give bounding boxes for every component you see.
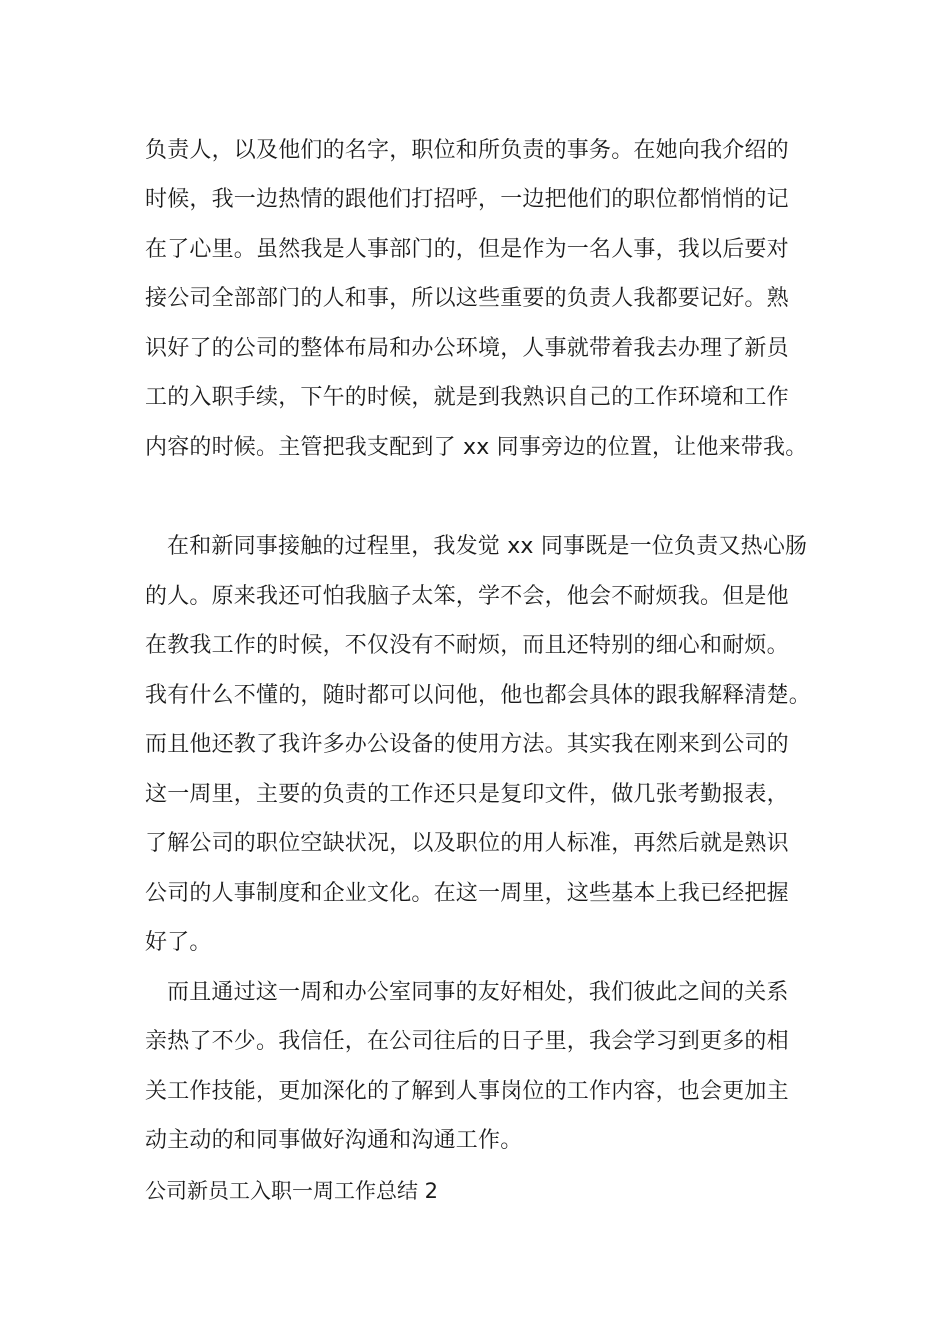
- paragraph-1-line-6: 工的入职手续，下午的时候，就是到我熟识自己的工作环境和工作: [145, 385, 789, 410]
- paragraph-2-line-3: 在教我工作的时候，不仅没有不耐烦，而且还特别的细心和耐烦。: [145, 633, 789, 658]
- paragraph-2-line-8: 公司的人事制度和企业文化。在这一周里，这些基本上我已经把握: [145, 881, 789, 906]
- paragraph-1-line-3: 在了心里。虽然我是人事部门的，但是作为一名人事，我以后要对: [145, 237, 789, 262]
- paragraph-3-line-3: 关工作技能，更加深化的了解到人事岗位的工作内容，也会更加主: [145, 1079, 789, 1104]
- paragraph-1-line-1: 负责人，以及他们的名字，职位和所负责的事务。在她向我介绍的: [145, 138, 789, 163]
- paragraph-2-line-5: 而且他还教了我许多办公设备的使用方法。其实我在刚来到公司的: [145, 732, 789, 757]
- paragraph-2-line-9: 好了。: [145, 930, 212, 955]
- paragraph-3-line-1: 而且通过这一周和办公室同事的友好相处，我们彼此之间的关系: [167, 980, 789, 1005]
- paragraph-1-line-2: 时候，我一边热情的跟他们打招呼，一边把他们的职位都悄悄的记: [145, 187, 789, 212]
- paragraph-3-line-2: 亲热了不少。我信任，在公司往后的日子里，我会学习到更多的相: [145, 1029, 789, 1054]
- paragraph-2-line-2: 的人。原来我还可怕我脑子太笨，学不会，他会不耐烦我。但是他: [145, 584, 789, 609]
- paragraph-2-line-1: 在和新同事接触的过程里，我发觉 xx 同事既是一位负责又热心肠: [167, 534, 808, 559]
- paragraph-2-line-4: 我有什么不懂的，随时都可以问他，他也都会具体的跟我解释清楚。: [145, 683, 812, 708]
- paragraph-2-line-6: 这一周里，主要的负责的工作还只是复印文件，做几张考勤报表，: [145, 782, 789, 807]
- section-heading: 公司新员工入职一周工作总结 2: [145, 1179, 439, 1203]
- paragraph-3-line-4: 动主动的和同事做好沟通和沟通工作。: [145, 1128, 523, 1153]
- paragraph-1-line-5: 识好了的公司的整体布局和办公环境，人事就带着我去办理了新员: [145, 336, 789, 361]
- paragraph-1-line-7: 内容的时候。主管把我支配到了 xx 同事旁边的位置，让他来带我。: [145, 435, 808, 460]
- paragraph-2-line-7: 了解公司的职位空缺状况，以及职位的用人标准，再然后就是熟识: [145, 831, 789, 856]
- paragraph-1-line-4: 接公司全部部门的人和事，所以这些重要的负责人我都要记好。熟: [145, 286, 789, 311]
